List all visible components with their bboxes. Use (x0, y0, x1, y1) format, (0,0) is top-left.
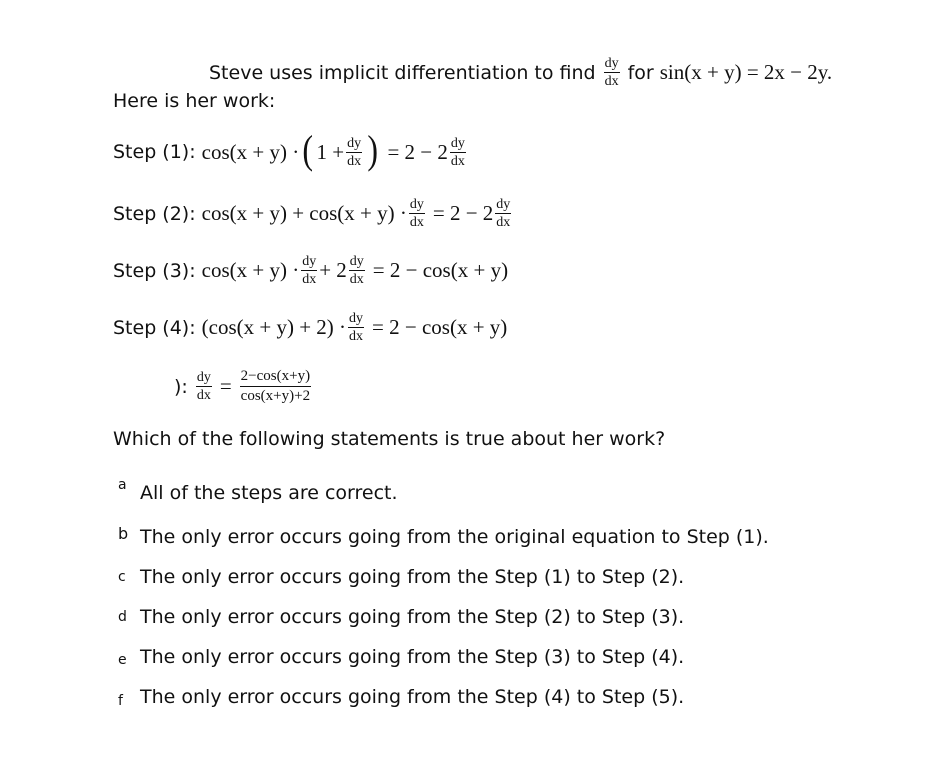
step-2 (113, 197, 513, 230)
step-4-lhs: (cos(x + y) + 2) · (201, 315, 347, 339)
option-text: The only error occurs going from the Step (1) to Step (2). (140, 566, 685, 588)
step-1-lhs-b: 1 + (316, 139, 345, 164)
step-3-rhs: = 2 − cos(x + y) (372, 258, 509, 282)
dy-dx-fraction: $\frac{dy}{dx}$ (349, 254, 364, 287)
for-text: for (627, 61, 654, 84)
close-paren: ) (367, 127, 379, 172)
option-e[interactable] (118, 646, 684, 668)
option-letter: e (118, 652, 127, 668)
original-equation: sin(x + y) = 2x − 2y. (659, 60, 833, 84)
option-f[interactable] (118, 686, 684, 708)
option-text: The only error occurs going from the Step (2) to Step (3). (140, 606, 685, 628)
option-letter: d (118, 609, 127, 625)
step-5-label: ): (174, 375, 188, 398)
intro-line (209, 56, 832, 89)
dy-dx-fraction: $\frac{dy}{dx}$ (450, 135, 465, 169)
step-4-rhs: = 2 − cos(x + y) (372, 315, 508, 339)
option-c[interactable] (118, 566, 684, 588)
dy-dx-fraction: $\frac{dy}{dx}$ (409, 197, 424, 230)
step-3-lhs-a: cos(x + y) · (201, 258, 300, 282)
step-5-result-fraction: $\frac{2-\cos(x+y)}{\cos(x+y)+2}$ (240, 368, 311, 404)
step-1-rhs: = 2 − 2 (387, 139, 448, 164)
option-letter: c (118, 569, 126, 585)
intro-second-line: Here is her work: (113, 90, 276, 112)
step-1-label: Step (1): (113, 141, 196, 163)
step-3-lhs-b: + 2 (319, 258, 347, 282)
option-letter: a (118, 477, 127, 493)
option-letter: f (118, 693, 123, 709)
question-text: Which of the following statements is true about her work? (113, 428, 666, 450)
dy-dx-fraction: $\frac{dy}{dx}$ (349, 311, 364, 344)
option-text: The only error occurs going from the Step (4) to Step (5). (140, 686, 685, 708)
step-2-lhs: cos(x + y) + cos(x + y) · (201, 201, 407, 225)
step-1-lhs-a: cos(x + y) · (201, 139, 300, 164)
step-2-rhs: = 2 − 2 (432, 201, 494, 225)
step-4 (113, 311, 507, 344)
step-1 (113, 127, 468, 172)
option-text: The only error occurs going from the Step (3) to Step (4). (140, 646, 685, 668)
dy-dx-fraction: $\frac{dy}{dx}$ (496, 197, 511, 230)
option-letter: b (118, 523, 129, 543)
dy-dx-fraction: $\frac{dy}{dx}$ (604, 56, 619, 89)
step-4-label: Step (4): (113, 316, 196, 339)
dy-dx-fraction: $\frac{dy}{dx}$ (347, 135, 362, 169)
step-5-equals: = (219, 374, 232, 398)
step-2-label: Step (2): (113, 202, 196, 225)
step-3 (113, 254, 508, 287)
option-d[interactable] (118, 606, 684, 628)
dy-dx-fraction: $\frac{dy}{dx}$ (196, 370, 211, 403)
option-text: The only error occurs going from the original equation to Step (1). (140, 526, 769, 548)
open-paren: ( (302, 127, 314, 172)
option-a[interactable] (118, 477, 398, 504)
option-text: All of the steps are correct. (140, 482, 398, 504)
step-5 (174, 368, 313, 405)
intro-text: Steve uses implicit differentiation to find (209, 61, 596, 84)
step-3-label: Step (3): (113, 259, 196, 282)
option-b[interactable] (118, 523, 769, 548)
dy-dx-fraction: $\frac{dy}{dx}$ (302, 254, 317, 287)
